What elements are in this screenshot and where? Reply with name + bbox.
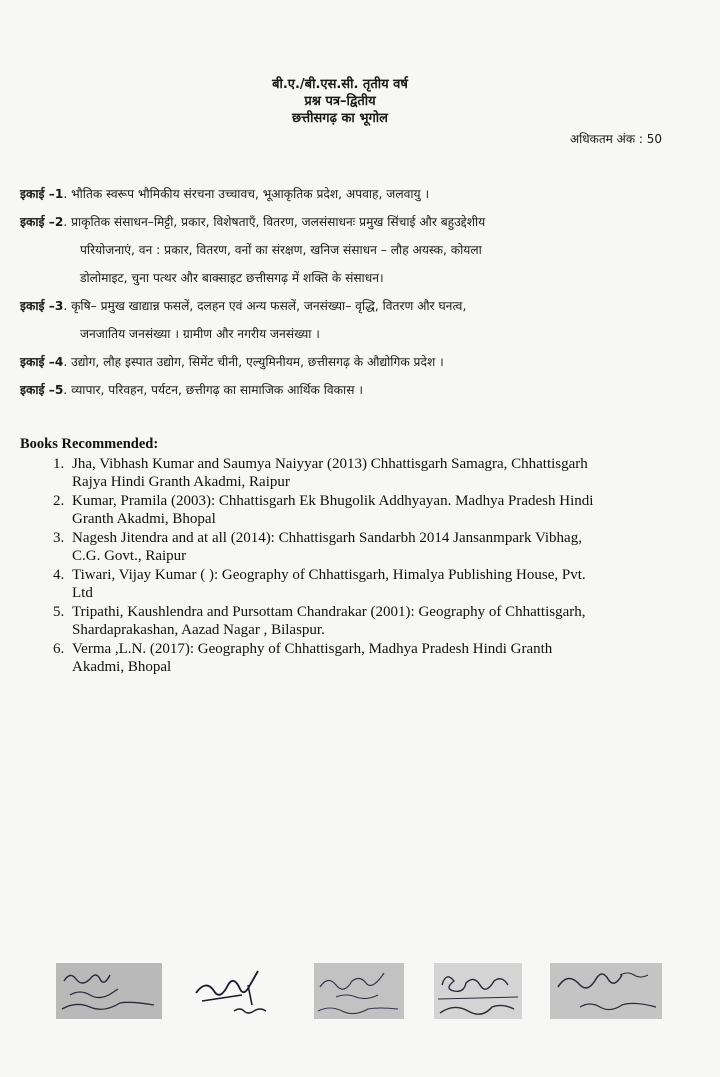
signatures-row [0, 963, 720, 1023]
book-item [68, 455, 700, 491]
book-line: Akadmi, Bhopal [72, 659, 172, 675]
unit-text: भौतिक स्वरूप भौमिकीय संरचना उच्चावच, भूआकृतिक प्रदेश, अपवाह, जलवायु । [71, 187, 430, 201]
signature-5 [550, 963, 662, 1019]
unit-text: जनजातिय जनसंख्या । ग्रामीण और नगरीय जनसंख्या । [80, 327, 320, 341]
books-list [20, 455, 700, 676]
signature-image [550, 963, 662, 1019]
book-item [68, 640, 700, 676]
book-line: Kumar, Pramila (2003): Chhattisgarh Ek Bhugolik Addhyayan. Madhya Pradesh Hindi [72, 493, 594, 509]
book-line: Jha, Vibhash Kumar and Saumya Naiyyar (2013) Chhattisgarh Samagra, Chhattisgarh [72, 456, 588, 472]
book-line: Nagesh Jitendra and at all (2014): Chhattisgarh Sandarbh 2014 Jansanmpark Vibhag, [72, 530, 582, 546]
book-line: Rajya Hindi Granth Akadmi, Raipur [72, 474, 290, 490]
signature-image [314, 963, 404, 1019]
signature-2 [192, 963, 290, 1019]
book-line: Granth Akadmi, Bhopal [72, 511, 216, 527]
subject-title: छत्तीसगढ़ का भूगोल [292, 111, 388, 126]
books-recommended [20, 436, 700, 677]
signature-image [56, 963, 162, 1019]
unit-label: इकाई –1 [20, 187, 64, 201]
book-item [68, 603, 700, 639]
book-line: Tiwari, Vijay Kumar ( ): Geography of Chhattisgarh, Himalya Publishing House, Pvt. [72, 567, 586, 583]
unit-label: इकाई –4 [20, 355, 64, 369]
book-line: C.G. Govt., Raipur [72, 548, 187, 564]
paper-title: प्रश्न पत्र–द्वितीय [304, 94, 376, 109]
unit-2: इकाई –2. प्राकृतिक संसाधन–मिट्टी, प्रकार, विशेषताऍं, वितरण, जलसंसाधनः प्रमुख सिंचाई और बहुउद्देशीय परियोजनाएं, वन : प्रकार, वितरण, वनों का संरक्षण, खनिज संसाधन – लौह अयस्क, कोयला डोलोमाइट, चुना पत्थर और बाक्साइट छत्तीसगढ़ में शक्ति के संसाधन। [20, 208, 680, 292]
unit-1: इकाई –1. भौतिक स्वरूप भौमिकीय संरचना उच्चावच, भूआकृतिक प्रदेश, अपवाह, जलवायु । [20, 187, 430, 201]
signature-3 [314, 963, 404, 1019]
unit-4: इकाई –4. उद्योग, लौह इस्पात उद्योग, सिमेंट चीनी, एल्युमिनीयम, छत्तीसगढ़ के औद्योगिक प्रदेश । [20, 355, 444, 369]
document-header [0, 76, 680, 127]
books-title: Books Recommended: [20, 436, 159, 452]
unit-text: उद्योग, लौह इस्पात उद्योग, सिमेंट चीनी, एल्युमिनीयम, छत्तीसगढ़ के औद्योगिक प्रदेश । [71, 355, 444, 369]
book-item [68, 529, 700, 565]
signature-4 [434, 963, 522, 1019]
unit-text: डोलोमाइट, चुना पत्थर और बाक्साइट छत्तीसगढ़ में शक्ति के संसाधन। [80, 271, 384, 285]
book-item [68, 492, 700, 528]
book-line: Shardaprakashan, Aazad Nagar , Bilaspur. [72, 622, 325, 638]
unit-3: इकाई –3. कृषि– प्रमुख खाद्यान्न फसलें, दलहन एवं अन्य फसलें, जनसंख्या– वृद्धि, वितरण और घनत्व, जनजातिय जनसंख्या । ग्रामीण और नगरीय जनसंख्या । [20, 292, 680, 348]
book-line: Verma ,L.N. (2017): Geography of Chhattisgarh, Madhya Pradesh Hindi Granth [72, 641, 553, 657]
unit-label: इकाई –3 [20, 299, 64, 313]
signature-1 [56, 963, 162, 1019]
signature-image [434, 963, 522, 1019]
book-item [68, 566, 700, 602]
unit-text: परियोजनाएं, वन : प्रकार, वितरण, वनों का संरक्षण, खनिज संसाधन – लौह अयस्क, कोयला [80, 243, 482, 257]
unit-label: इकाई –5 [20, 383, 64, 397]
unit-label: इकाई –2 [20, 215, 64, 229]
max-marks: अधिकतम अंक : 50 [569, 132, 662, 146]
unit-text: कृषि– प्रमुख खाद्यान्न फसलें, दलहन एवं अन्य फसलें, जनसंख्या– वृद्धि, वितरण और घनत्व, [71, 299, 467, 313]
unit-text: प्राकृतिक संसाधन–मिट्टी, प्रकार, विशेषताऍं, वितरण, जलसंसाधनः प्रमुख सिंचाई और बहुउद्देशीय [71, 215, 486, 229]
units-list [20, 180, 680, 404]
unit-5: इकाई –5. व्यापार, परिवहन, पर्यटन, छत्तीगढ़ का सामाजिक आर्थिक विकास । [20, 383, 363, 397]
signature-image [192, 963, 290, 1019]
unit-text: व्यापार, परिवहन, पर्यटन, छत्तीगढ़ का सामाजिक आर्थिक विकास । [71, 383, 363, 397]
book-line: Ltd [72, 585, 93, 601]
book-line: Tripathi, Kaushlendra and Pursottam Chandrakar (2001): Geography of Chhattisgarh, [72, 604, 586, 620]
course-title: बी.ए./बी.एस.सी. तृतीय वर्ष [272, 77, 408, 92]
